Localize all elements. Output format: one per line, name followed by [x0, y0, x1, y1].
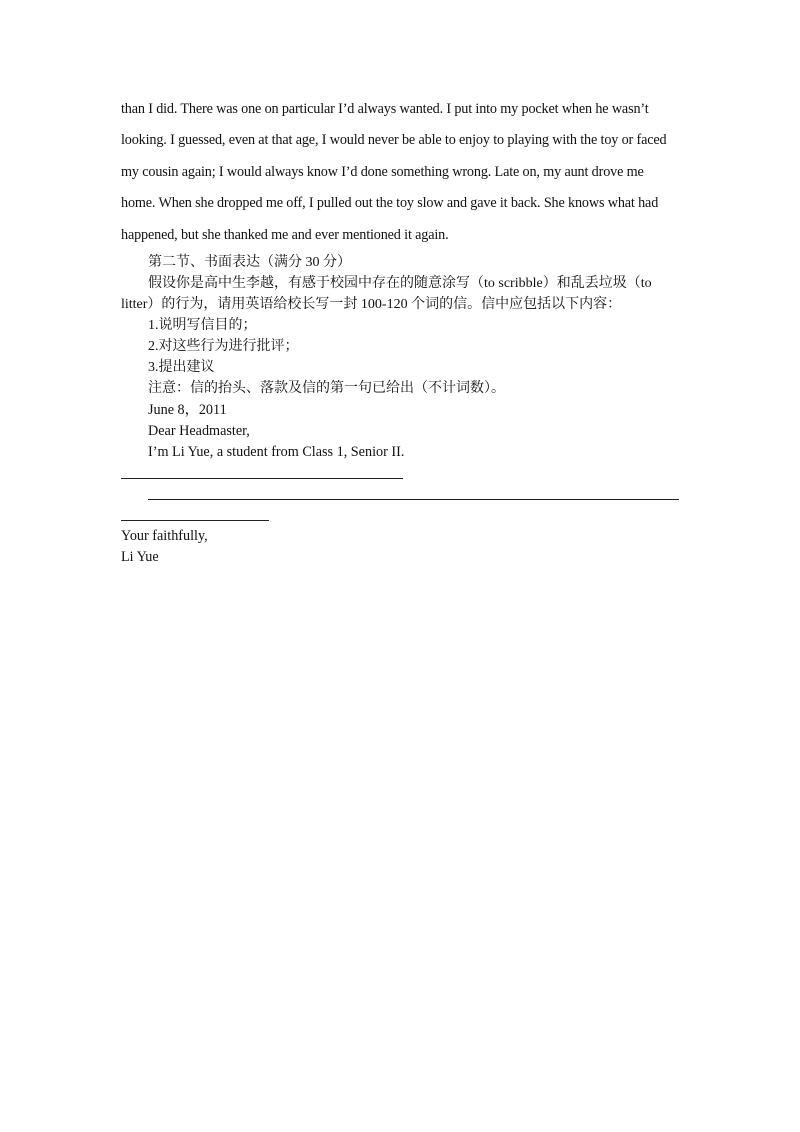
requirement-item: 1.说明写信目的；	[148, 318, 257, 333]
letter-greeting: Dear Headmaster,	[148, 423, 250, 439]
writing-prompt: litter）的行为，请用英语给校长写一封 100-120 个词的信。信中应包括以下内容：	[121, 297, 622, 312]
answer-line[interactable]	[121, 520, 269, 521]
letter-signature: Li Yue	[121, 549, 159, 565]
passage-line: than I did. There was one on particular I’d always wanted. I put into my pocket when he wasn’t	[121, 101, 649, 117]
note: 注意：信的抬头、落款及信的第一句已给出（不计词数）。	[148, 381, 505, 396]
passage-line: happened, but she thanked me and ever mentioned it again.	[121, 227, 449, 243]
letter-date: June 8，2011	[148, 402, 227, 418]
passage-line: home. When she dropped me off, I pulled out the toy slow and gave it back. She knows what had	[121, 195, 659, 211]
letter-closing: Your faithfully,	[121, 528, 208, 544]
requirement-item: 2.对这些行为进行批评；	[148, 339, 299, 354]
answer-line[interactable]	[148, 499, 679, 500]
requirement-item: 3.提出建议	[148, 360, 215, 375]
passage-line: looking. I guessed, even at that age, I would never be able to enjoy to playing with the toy or faced	[121, 132, 667, 148]
answer-line[interactable]	[121, 478, 403, 479]
writing-prompt: 假设你是高中生李越，有感于校园中存在的随意涂写（to scribble）和乱丢垃圾（to	[148, 276, 652, 291]
section-title: 第二节、书面表达（满分 30 分）	[148, 255, 351, 270]
letter-opening: I’m Li Yue, a student from Class 1, Senior II.	[148, 444, 405, 460]
passage-line: my cousin again; I would always know I’d done something wrong. Late on, my aunt drove me	[121, 164, 644, 180]
